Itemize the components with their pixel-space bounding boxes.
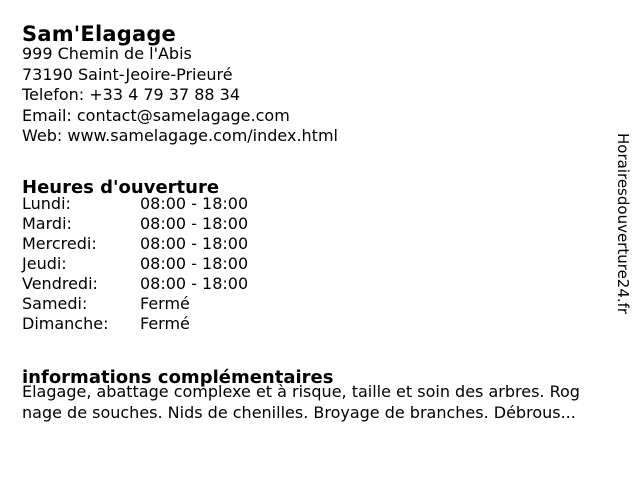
- page-title: Sam'Elagage: [22, 22, 176, 47]
- day-hours: 08:00 - 18:00: [140, 234, 249, 253]
- day-hours: Fermé: [140, 294, 190, 313]
- web-line: Web: www.samelagage.com/index.html: [22, 126, 338, 145]
- day-hours: 08:00 - 18:00: [140, 214, 249, 233]
- day-label: Samedi:: [22, 294, 88, 313]
- hours-row-saturday: [22, 294, 248, 314]
- additional-info-text: [22, 382, 634, 423]
- address-line-street: 999 Chemin de l'Abis: [22, 44, 192, 63]
- hours-row-wednesday: [22, 234, 248, 254]
- additional-info-heading: informations complémentaires: [22, 366, 334, 388]
- day-hours: 08:00 - 18:00: [140, 274, 249, 293]
- hours-row-monday: [22, 194, 248, 214]
- site-watermark: Horairesdouverture24.fr: [614, 133, 632, 315]
- contact-block: [22, 44, 338, 147]
- hours-row-sunday: [22, 314, 248, 334]
- hours-row-friday: [22, 274, 248, 294]
- day-hours: 08:00 - 18:00: [140, 194, 249, 213]
- day-label: Lundi:: [22, 194, 71, 213]
- day-label: Mardi:: [22, 214, 72, 233]
- hours-row-tuesday: [22, 214, 248, 234]
- email-line: Email: contact@samelagage.com: [22, 105, 290, 125]
- info-text-line: Elagage, abattage complexe et à risque, taille et soin des arbres. Rog: [22, 382, 580, 401]
- day-label: Mercredi:: [22, 234, 97, 253]
- opening-hours-heading: Heures d'ouverture: [22, 176, 220, 198]
- day-hours: 08:00 - 18:00: [140, 254, 249, 273]
- hours-row-thursday: [22, 254, 248, 274]
- opening-hours-table: [22, 194, 248, 334]
- info-text-line: nage de souches. Nids de chenilles. Broyage de branches. Débrous...: [22, 402, 576, 422]
- phone-line: Telefon: +33 4 79 37 88 34: [22, 85, 241, 104]
- day-label: Vendredi:: [22, 274, 98, 293]
- day-label: Dimanche:: [22, 314, 109, 333]
- address-line-city: 73190 Saint-Jeoire-Prieuré: [22, 64, 233, 84]
- day-label: Jeudi:: [22, 254, 67, 273]
- day-hours: Fermé: [140, 314, 190, 333]
